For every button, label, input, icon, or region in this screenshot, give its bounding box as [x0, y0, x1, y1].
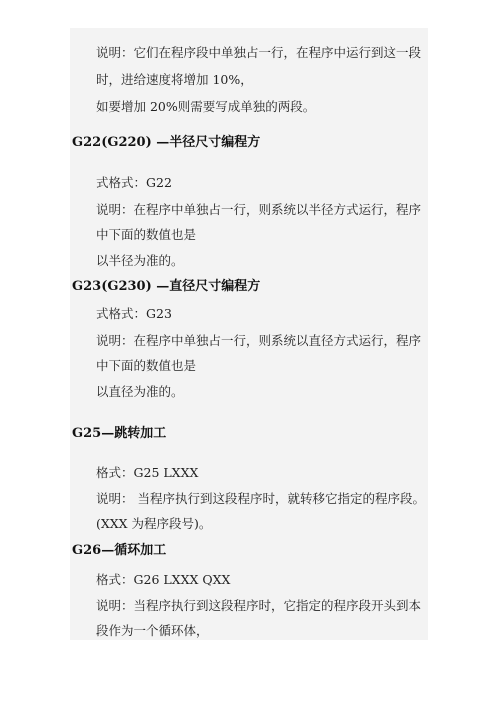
section-heading-g23: G23(G230) —直径尺寸编程方 [72, 279, 261, 294]
section-heading-g26: G26—循环加工 [72, 543, 167, 558]
paragraph-line: 说明：在程序中单独占一行，则系统以直径方式运行，程序 [96, 333, 422, 348]
paragraph-line: 时，进给速度将增加 10%， [96, 72, 253, 87]
paragraph-line: 格式：G26 LXXX QXX [96, 572, 231, 587]
paragraph-line: 说明：它们在程序段中单独占一行，在程序中运行到这一段 [96, 45, 422, 60]
paragraph-line: (XXX 为程序段号)。 [96, 516, 212, 531]
paragraph-line: 以半径为准的。 [96, 253, 184, 268]
paragraph-line: 如要增加 20%则需要写成单独的两段。 [96, 99, 316, 114]
section-heading-g25: G25—跳转加工 [72, 426, 167, 441]
paragraph-line: 中下面的数值也是 [96, 227, 197, 242]
paragraph-line: 式格式：G22 [96, 175, 172, 190]
paragraph-line: 说明：在程序中单独占一行，则系统以半径方式运行，程序 [96, 202, 422, 217]
paragraph-line: 以直径为准的。 [96, 384, 184, 399]
paragraph-line: 格式：G25 LXXX [96, 465, 199, 480]
paragraph-line: 说明： 当程序执行到这段程序时，就转移它指定的程序段。 [96, 491, 425, 506]
paragraph-line: 式格式：G23 [96, 306, 172, 321]
paragraph-line: 段作为一个循环体， [96, 623, 209, 638]
section-heading-g22: G22(G220) —半径尺寸编程方 [72, 135, 261, 150]
paragraph-line: 中下面的数值也是 [96, 358, 197, 373]
paragraph-line: 说明：当程序执行到这段程序时，它指定的程序段开头到本 [96, 598, 422, 613]
